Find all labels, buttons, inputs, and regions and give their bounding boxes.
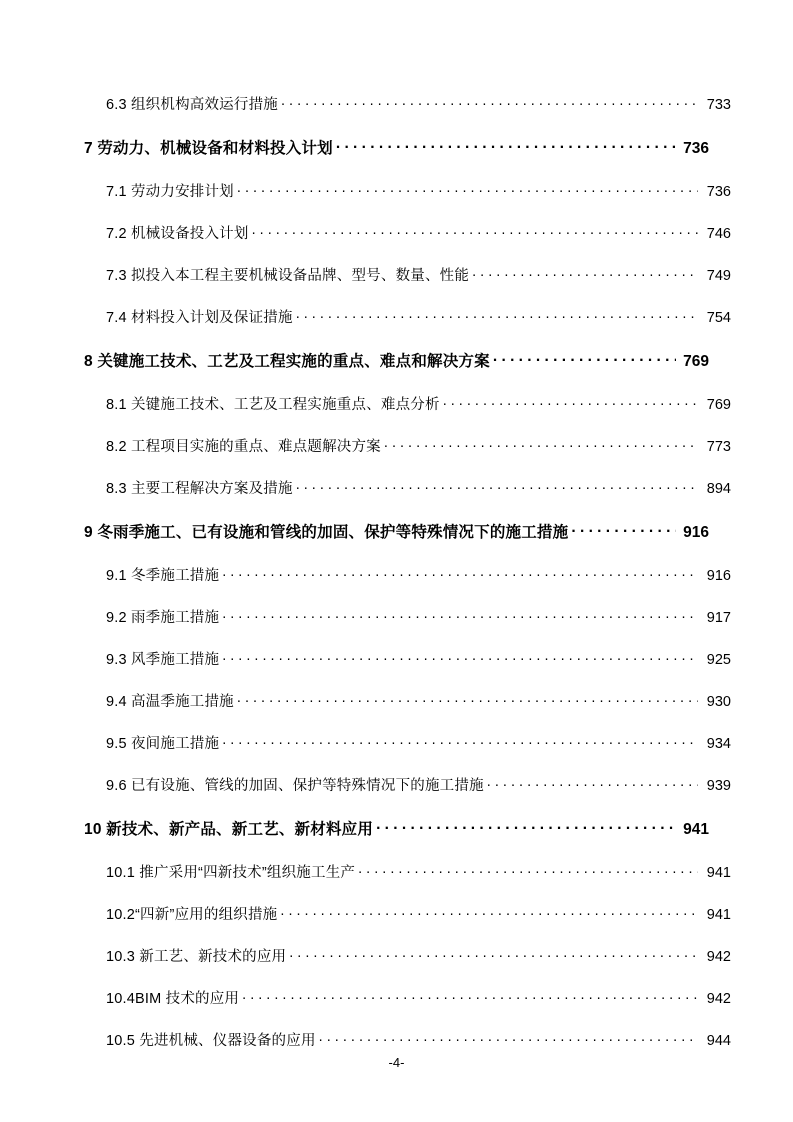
toc-entry-title: 10.5 先进机械、仪器设备的应用 xyxy=(106,1033,316,1049)
toc-entry[interactable] xyxy=(84,732,731,753)
toc-entry[interactable] xyxy=(84,606,731,627)
toc-leader-dots xyxy=(296,479,698,494)
toc-entry[interactable] xyxy=(84,903,731,924)
toc-entry-title: 10.2“四新”应用的组织措施 xyxy=(106,907,278,923)
toc-leader-dots xyxy=(358,863,698,878)
toc-entry[interactable] xyxy=(84,945,731,966)
toc-leader-dots xyxy=(384,437,698,452)
toc-entry-page-number: 769 xyxy=(683,353,709,370)
toc-entry-page-number: 939 xyxy=(706,778,731,794)
toc-leader-dots xyxy=(289,947,698,962)
toc-leader-dots xyxy=(222,566,698,581)
toc-entry-title: 9.2 雨季施工措施 xyxy=(106,610,220,626)
toc-entry[interactable] xyxy=(84,987,731,1008)
toc-entry[interactable] xyxy=(84,136,709,158)
toc-entry-page-number: 746 xyxy=(706,226,731,242)
toc-leader-dots xyxy=(237,182,698,197)
toc-leader-dots xyxy=(376,819,676,835)
toc-entry[interactable] xyxy=(84,817,709,839)
toc-entry-page-number: 942 xyxy=(706,949,731,965)
toc-entry-title: 9.6 已有设施、管线的加固、保护等特殊情况下的施工措施 xyxy=(106,778,484,794)
toc-entry-title: 8.3 主要工程解决方案及措施 xyxy=(106,481,293,497)
toc-entry-page-number: 749 xyxy=(706,268,731,284)
toc-leader-dots xyxy=(296,308,698,323)
toc-leader-dots xyxy=(472,266,698,281)
toc-leader-dots xyxy=(222,608,698,623)
toc-entry[interactable] xyxy=(84,1029,731,1050)
toc-entry[interactable] xyxy=(84,180,731,201)
toc-entry[interactable] xyxy=(84,520,709,542)
toc-entry-title: 10.3 新工艺、新技术的应用 xyxy=(106,949,287,965)
toc-entry-title: 9.5 夜间施工措施 xyxy=(106,736,220,752)
toc-entry-page-number: 736 xyxy=(683,140,709,157)
toc-entry[interactable] xyxy=(84,648,731,669)
toc-entry-page-number: 754 xyxy=(706,310,731,326)
toc-entry-page-number: 916 xyxy=(706,568,731,584)
toc-entry-page-number: 934 xyxy=(706,736,731,752)
toc-entry-title: 6.3 组织机构高效运行措施 xyxy=(106,97,278,113)
toc-leader-dots xyxy=(237,692,698,707)
toc-entry[interactable] xyxy=(84,690,731,711)
toc-entry-page-number: 930 xyxy=(706,694,731,710)
toc-leader-dots xyxy=(222,734,698,749)
toc-entry-page-number: 769 xyxy=(706,397,731,413)
toc-leader-dots xyxy=(281,95,698,110)
toc-entry-title: 10 新技术、新产品、新工艺、新材料应用 xyxy=(84,821,374,838)
toc-entry[interactable] xyxy=(84,564,731,585)
toc-entry-title: 7.1 劳动力安排计划 xyxy=(106,184,234,200)
toc-entry-page-number: 925 xyxy=(706,652,731,668)
toc-leader-dots xyxy=(252,224,698,239)
toc-entry-title: 8.1 关键施工技术、工艺及工程实施重点、难点分析 xyxy=(106,397,440,413)
toc-entry-title: 9.3 风季施工措施 xyxy=(106,652,220,668)
table-of-contents xyxy=(84,93,731,1050)
toc-leader-dots xyxy=(487,776,698,791)
toc-entry-page-number: 944 xyxy=(706,1033,731,1049)
toc-entry-title: 7.4 材料投入计划及保证措施 xyxy=(106,310,293,326)
toc-entry-page-number: 942 xyxy=(706,991,731,1007)
toc-entry[interactable] xyxy=(84,222,731,243)
toc-leader-dots xyxy=(443,395,698,410)
toc-leader-dots xyxy=(336,138,676,154)
toc-entry-title: 7 劳动力、机械设备和材料投入计划 xyxy=(84,140,333,157)
toc-entry-title: 7.3 拟投入本工程主要机械设备品牌、型号、数量、性能 xyxy=(106,268,470,284)
toc-leader-dots xyxy=(222,650,698,665)
toc-entry-page-number: 941 xyxy=(706,865,731,881)
toc-entry-page-number: 917 xyxy=(706,610,731,626)
toc-entry[interactable] xyxy=(84,435,731,456)
toc-entry-title: 9 冬雨季施工、已有设施和管线的加固、保护等特殊情况下的施工措施 xyxy=(84,524,569,541)
toc-entry-title: 10.4BIM 技术的应用 xyxy=(106,991,240,1007)
toc-entry-title: 7.2 机械设备投入计划 xyxy=(106,226,249,242)
toc-entry[interactable] xyxy=(84,264,731,285)
toc-entry-title: 8 关键施工技术、工艺及工程实施的重点、难点和解决方案 xyxy=(84,353,490,370)
toc-entry[interactable] xyxy=(84,477,731,498)
toc-entry[interactable] xyxy=(84,774,731,795)
page-footer: -4- xyxy=(388,1055,405,1070)
toc-entry-page-number: 941 xyxy=(683,821,709,838)
toc-entry-page-number: 733 xyxy=(706,97,731,113)
toc-entry-title: 9.4 高温季施工措施 xyxy=(106,694,234,710)
toc-entry-page-number: 894 xyxy=(706,481,731,497)
toc-entry-title: 8.2 工程项目实施的重点、难点题解决方案 xyxy=(106,439,381,455)
toc-entry[interactable] xyxy=(84,393,731,414)
toc-entry[interactable] xyxy=(84,93,731,114)
toc-leader-dots xyxy=(319,1031,698,1046)
toc-entry-page-number: 916 xyxy=(683,524,709,541)
toc-entry[interactable] xyxy=(84,306,731,327)
toc-leader-dots xyxy=(493,351,676,367)
toc-leader-dots xyxy=(242,989,698,1004)
toc-entry-page-number: 773 xyxy=(706,439,731,455)
toc-entry[interactable] xyxy=(84,349,709,371)
toc-entry-page-number: 736 xyxy=(706,184,731,200)
toc-entry-title: 9.1 冬季施工措施 xyxy=(106,568,220,584)
toc-leader-dots xyxy=(280,905,698,920)
toc-entry[interactable] xyxy=(84,861,731,882)
toc-entry-page-number: 941 xyxy=(706,907,731,923)
toc-leader-dots xyxy=(571,522,676,538)
toc-entry-title: 10.1 推广采用“四新技术”组织施工生产 xyxy=(106,865,356,881)
